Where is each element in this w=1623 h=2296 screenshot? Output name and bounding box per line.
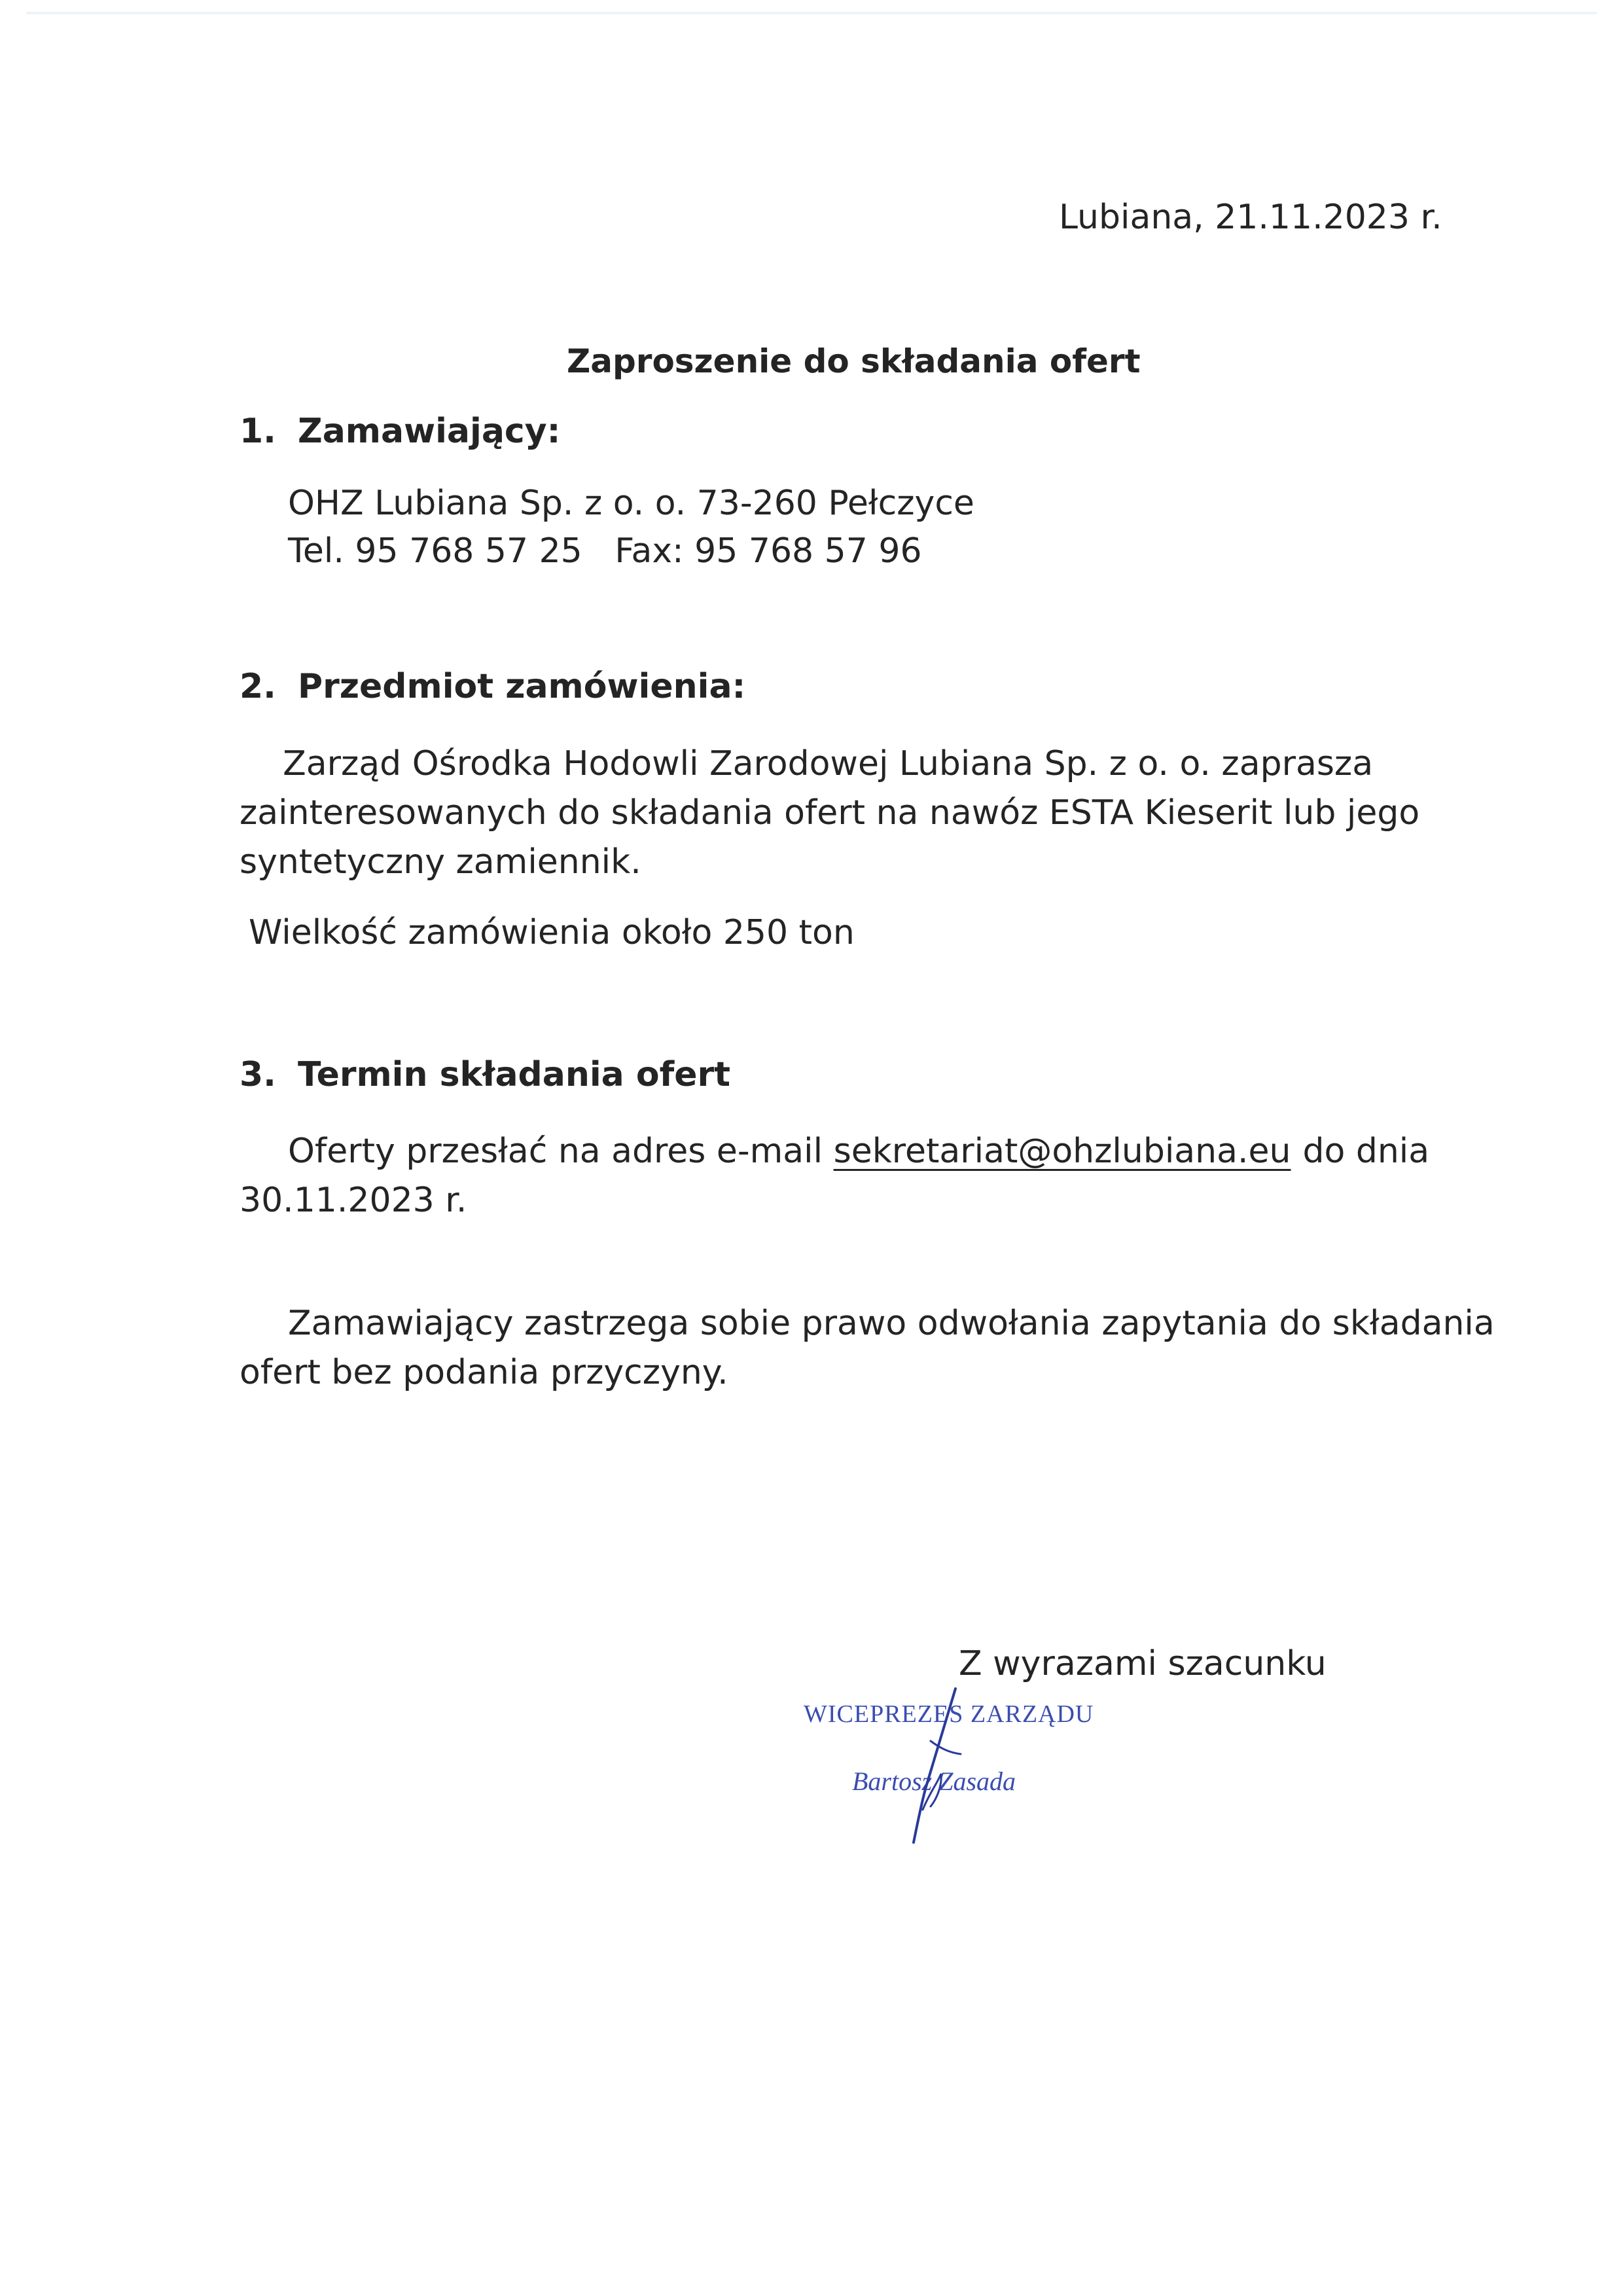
section-3-heading	[240, 1050, 730, 1099]
section-heading-text: Termin składania ofert	[298, 1055, 730, 1094]
section-1-heading	[240, 407, 560, 456]
scan-edge-line	[26, 12, 1597, 14]
subject-paragraph-line: zainteresowanych do składania ofert na nawóz ESTA Kieserit lub jego	[240, 793, 1420, 833]
closing-phrase: Z wyrazami szacunku	[959, 1644, 1327, 1683]
deadline-prefix: Oferty przesłać na adres e-mail	[288, 1132, 823, 1171]
section-number: 1.	[240, 412, 276, 451]
deadline-line	[288, 1127, 1429, 1175]
orderer-contact: Tel. 95 768 57 25 Fax: 95 768 57 96	[288, 531, 922, 571]
orderer-address: OHZ Lubiana Sp. z o. o. 73-260 Pełczyce	[288, 484, 974, 523]
reservation-line: ofert bez podania przyczyny.	[240, 1353, 728, 1392]
deadline-suffix: do dnia	[1302, 1132, 1430, 1171]
subject-paragraph-line	[240, 740, 1373, 788]
document-title: Zaproszenie do składania ofert	[567, 342, 1141, 380]
stamp-name: Bartosz Zasada	[852, 1767, 1016, 1796]
reservation-line: Zamawiający zastrzega sobie prawo odwołania zapytania do składania	[288, 1304, 1495, 1343]
section-number: 2.	[240, 667, 276, 706]
signature-icon	[890, 1676, 982, 1846]
document-date: Lubiana, 21.11.2023 r.	[1059, 198, 1442, 237]
subject-paragraph-line: syntetyczny zamiennik.	[240, 842, 641, 882]
order-size: Wielkość zamówienia około 250 ton	[249, 913, 855, 952]
section-2-heading	[240, 662, 745, 711]
deadline-date: 30.11.2023 r.	[240, 1181, 467, 1220]
section-heading-text: Przedmiot zamówienia:	[298, 667, 746, 706]
section-number: 3.	[240, 1055, 276, 1094]
section-heading-text: Zamawiający:	[298, 412, 561, 451]
email-link[interactable]: sekretariat@ohzlubiana.eu	[833, 1132, 1291, 1171]
subject-text: Zarząd Ośrodka Hodowli Zarodowej Lubiana Sp. z o. o. zaprasza	[283, 744, 1374, 783]
stamp-role: WICEPREZES ZARZĄDU	[804, 1700, 1094, 1728]
